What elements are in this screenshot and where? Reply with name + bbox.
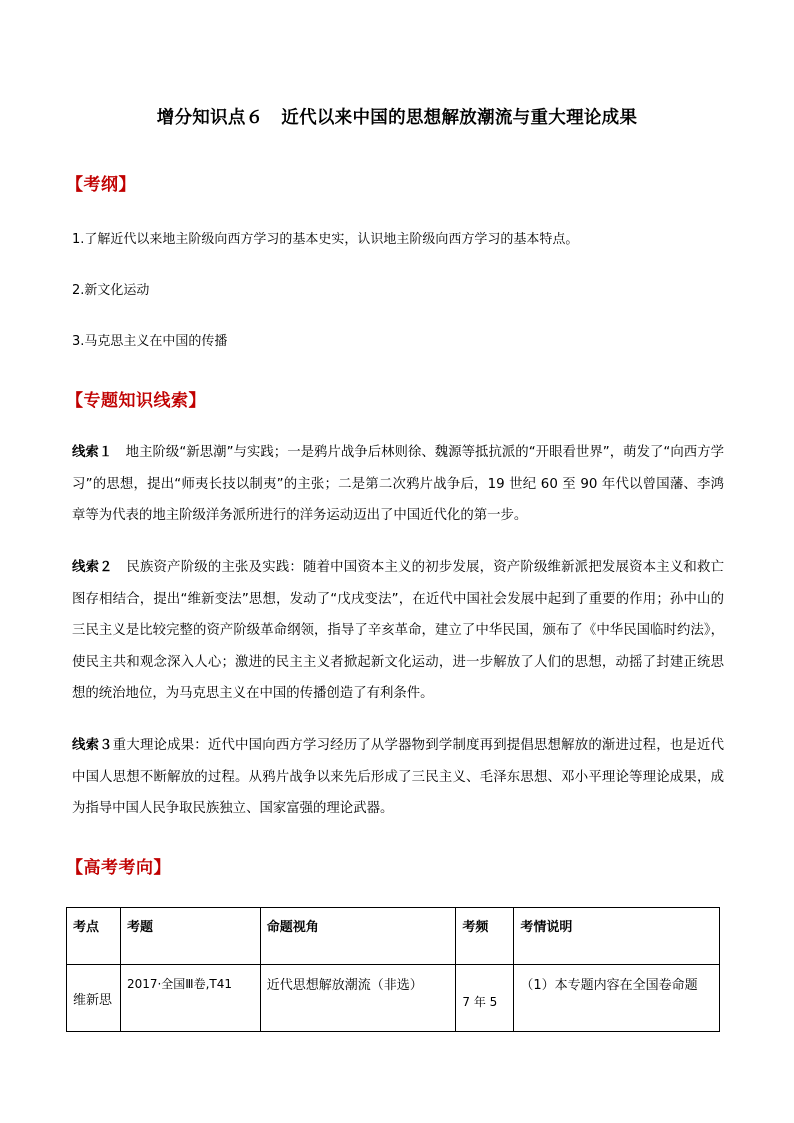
- header-cell-notes: 考情说明: [514, 908, 720, 965]
- table-cell-topic: 维新思: [67, 965, 121, 1032]
- clue-label: 线索１: [72, 444, 113, 460]
- section-heading-clues: 【专题知识线索】: [66, 391, 206, 411]
- clue-paragraph-3: [72, 730, 724, 825]
- outline-item-2: 2.新文化运动: [72, 283, 150, 298]
- table-cell-angle: 近代思想解放潮流（非选）: [260, 965, 456, 1032]
- section-heading-outline: 【考纲】: [66, 175, 136, 195]
- clue-text: 民族资产阶级的主张及实践：随着中国资本主义的初步发展，资产阶级维新派把发展资本主义和救亡图存相结合，提出“维新变法”思想，发动了“戊戌变法”，在近代中国社会发展中起到了重要的作用；孙中山的三民主义是比较完整的资产阶级革命纲领，指导了辛亥革命，建立了中华民国，颁布了《中华民国临时约法》，使民主共和观念深入人心；激进的民主主义者掀起新文化运动，进一步解放了人们的思想，动摇了封建正统思想的统治地位，为马克思主义在中国的传播创造了有利条件。: [72, 560, 724, 701]
- exam-trend-table: [66, 907, 720, 1032]
- clue-paragraph-1: [72, 437, 724, 532]
- clue-text: 重大理论成果：近代中国向西方学习经历了从学器物到学制度再到提倡思想解放的渐进过程，也是近代中国人思想不断解放的过程。从鸦片战争以来先后形成了三民主义、毛泽东思想、邓小平理论等理论成果，成为指导中国人民争取民族独立、国家富强的理论武器。: [72, 738, 724, 816]
- header-cell-topic: 考点: [67, 908, 121, 965]
- header-cell-frequency: 考频: [456, 908, 514, 965]
- header-cell-angle: 命题视角: [260, 908, 456, 965]
- clue-text: 地主阶级“新思潮”与实践；一是鸦片战争后林则徐、魏源等抵抗派的“开眼看世界”，萌发了“向西方学习”的思想，提出“师夷长技以制夷”的主张；二是第二次鸦片战争后，19 世纪 60 至 90 年代以曾国藩、李鸿章等为代表的地主阶级洋务派所进行的洋务运动迈出了中国近代化的第一步。: [72, 445, 725, 523]
- header-cell-question: 考题: [120, 908, 260, 965]
- page-title: 增分知识点６ 近代以来中国的思想解放潮流与重大理论成果: [156, 108, 638, 128]
- clue-paragraph-2: [72, 552, 724, 710]
- clue-label: 线索２: [72, 559, 113, 575]
- table-header-row: [67, 908, 720, 965]
- clue-label: 线索３: [72, 737, 113, 753]
- table-row: [67, 965, 720, 1032]
- table-cell-notes: （1）本专题内容在全国卷命题: [514, 965, 720, 1032]
- outline-item-1: 1.了解近代以来地主阶级向西方学习的基本史实，认识地主阶级向西方学习的基本特点。: [72, 232, 579, 247]
- section-heading-trends: 【高考考向】: [66, 858, 171, 878]
- table-cell-question: 2017·全国Ⅲ卷,T41: [120, 965, 260, 1032]
- table-cell-frequency: 7 年 5: [456, 965, 514, 1032]
- outline-item-3: 3.马克思主义在中国的传播: [72, 334, 228, 349]
